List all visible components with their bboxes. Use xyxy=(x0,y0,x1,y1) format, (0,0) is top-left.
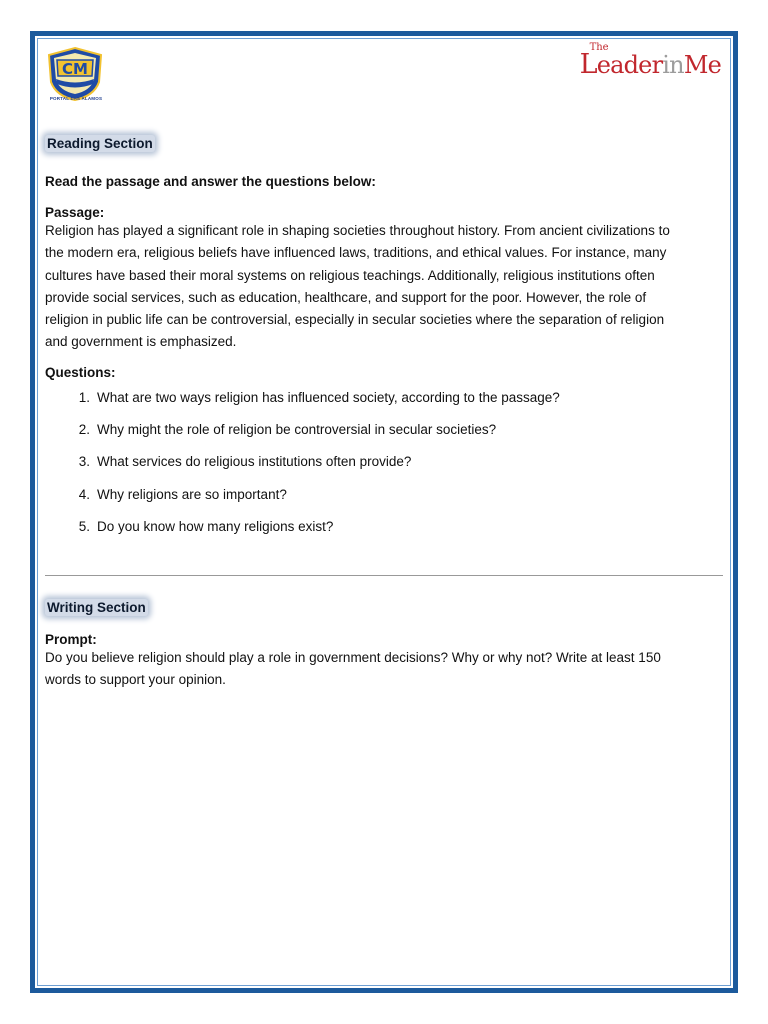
question-text: Do you know how many religions exist? xyxy=(97,518,334,534)
brand-logo-leader-initial: L xyxy=(579,49,597,80)
question-item xyxy=(45,422,725,454)
question-number: 1. xyxy=(78,389,90,405)
brand-logo-the: The xyxy=(589,42,609,53)
passage-label: Passage: xyxy=(45,205,105,220)
question-number: 4. xyxy=(78,486,90,502)
prompt-line: words to support your opinion. xyxy=(45,672,226,688)
passage-line: provide social services, such as education, healthcare, and support for the poor. However, the role of xyxy=(45,289,647,305)
reading-instruction: Read the passage and answer the questions below: xyxy=(45,174,376,189)
question-text: Why might the role of religion be controversial in secular societies? xyxy=(97,422,497,438)
reading-section-heading: Reading Section xyxy=(47,136,153,151)
question-item xyxy=(45,519,725,551)
passage-line: the modern era, religious beliefs have influenced laws, traditions, and ethical values. For instance, many xyxy=(45,245,667,261)
prompt-line: Do you believe religion should play a role in government decisions? Why or why not? Write at least 150 xyxy=(45,650,661,665)
brand-logo-leader-rest: eader xyxy=(596,51,663,79)
question-number: 5. xyxy=(78,518,90,534)
passage-line: Religion has played a significant role in shaping societies throughout history. From ancient civilizations to xyxy=(45,223,670,238)
question-number: 2. xyxy=(78,422,90,438)
question-item xyxy=(45,390,725,422)
prompt-text xyxy=(45,647,725,692)
prompt-label: Prompt: xyxy=(45,632,97,647)
document-header xyxy=(45,40,725,112)
question-item xyxy=(45,487,725,519)
question-text: Why religions are so important? xyxy=(97,486,287,502)
brand-logo-in: in xyxy=(662,51,684,79)
passage-line: religion in public life can be controversial, especially in secular societies where the separation of religion xyxy=(45,312,665,328)
document-content xyxy=(45,40,725,551)
passage-line: cultures have based their moral systems on religious teachings. Additionally, religious institutions often xyxy=(45,267,655,283)
school-initials: CM xyxy=(62,60,88,78)
questions-label: Questions: xyxy=(45,364,116,380)
questions-list xyxy=(45,390,725,551)
writing-section xyxy=(45,599,725,692)
section-divider xyxy=(45,575,723,576)
writing-section-heading: Writing Section xyxy=(47,600,146,615)
question-text: What are two ways religion has influenced society, according to the passage? xyxy=(97,389,560,405)
passage-text xyxy=(45,220,725,354)
question-text: What services do religious institutions often provide? xyxy=(97,454,412,470)
question-item xyxy=(45,454,725,486)
question-number: 3. xyxy=(78,454,90,470)
passage-line: and government is emphasized. xyxy=(45,334,237,350)
leader-in-me-logo xyxy=(579,42,721,80)
school-motto: PORTAL LAS ALAMOS xyxy=(49,96,103,101)
brand-logo-me: Me xyxy=(683,51,721,79)
